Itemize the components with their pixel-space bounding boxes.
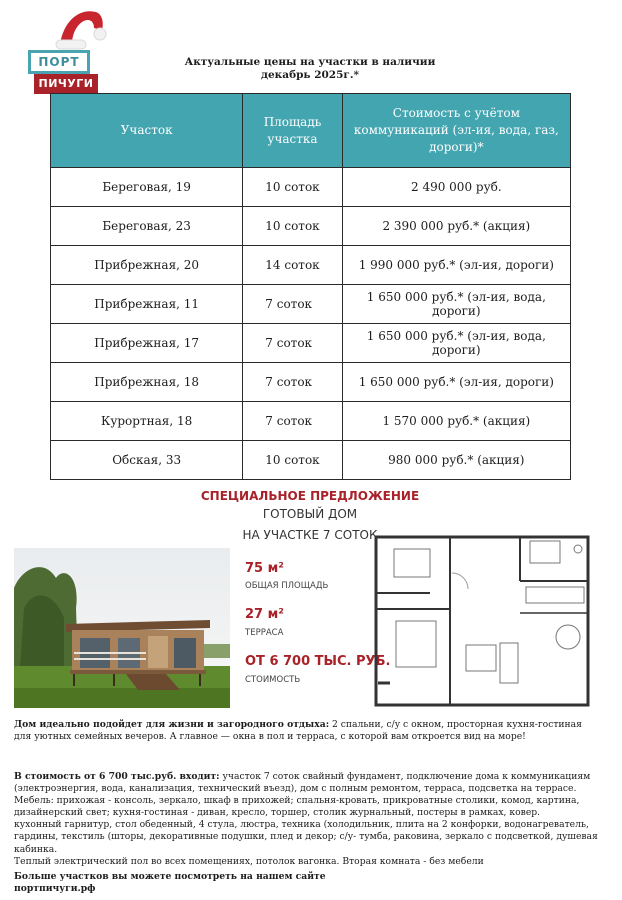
included-line: гардины, текстиль (шторы, декоративные подушки, плед и декор; с/у- тумба, раковина, зеркало с подсветкой, душевая кабинка. [14,831,598,855]
website-link[interactable]: портпичуги.рф [14,883,96,895]
included-line: Теплый электрический пол во всех помещениях, потолок вагонка. Вторая комната - без мебели [14,855,484,867]
included-paragraph [14,771,614,868]
description-line [14,719,614,731]
terrace-area-label: ТЕРРАСА [245,628,284,638]
header-price: Стоимость с учётом коммуникаций (эл-ия, вода, газ, дороги)* [342,94,570,168]
footer-text: Больше участков вы можете посмотреть на нашем сайте [14,871,326,882]
table-row [51,285,571,324]
santa-hat-icon [54,4,110,50]
price-cell: 2 490 000 руб. [342,168,570,207]
plot-cell: Прибрежная, 11 [51,285,243,324]
price-cell: 1 570 000 руб.* (акция) [342,402,570,441]
logo-pichugi-text: ПИЧУГИ [34,74,98,94]
title-line-1: Актуальные цены на участки в наличии [184,56,436,68]
description-line: для уютных семейных вечеров. А главное — окна в пол и терраса, с которой вам откроется вид на море! [14,731,526,743]
offer-plot-size: НА УЧАСТКЕ 7 СОТОК [242,528,378,542]
price-value: ОТ 6 700 ТЫС. РУБ. [245,654,391,669]
total-area-value: 75 м² [245,561,284,576]
area-cell: 7 соток [243,402,342,441]
plot-cell: Прибрежная, 20 [51,246,243,285]
description-lead: Дом идеально подойдет для жизни и загородного отдыха: [14,719,330,730]
included-line: дизайнерский свет; кухня-гостиная - диван, кресло, торшер, столик журнальный, постеры в рамках, ковер. [14,807,541,819]
plot-cell: Прибрежная, 17 [51,324,243,363]
title-line-2: декабрь 2025г.* [261,69,359,81]
table-row [51,441,571,480]
price-cell: 1 990 000 руб.* (эл-ия, дороги) [342,246,570,285]
table-row [51,402,571,441]
price-label: СТОИМОСТЬ [245,675,301,685]
area-cell: 10 соток [243,441,342,480]
plot-cell: Береговая, 23 [51,207,243,246]
header-plot: Участок [51,94,243,168]
page-title [170,56,450,82]
area-cell: 7 соток [243,363,342,402]
plot-cell: Курортная, 18 [51,402,243,441]
logo-port-text: ПОРТ [28,50,90,74]
table-row [51,207,571,246]
total-area-label: ОБЩАЯ ПЛОЩАДЬ [245,581,329,591]
area-cell: 10 соток [243,207,342,246]
area-cell: 7 соток [243,285,342,324]
price-cell: 1 650 000 руб.* (эл-ия, вода, дороги) [342,285,570,324]
footer [14,871,614,895]
table-row [51,168,571,207]
special-offer-title: СПЕЦИАЛЬНОЕ ПРЕДЛОЖЕНИЕ [200,489,420,503]
terrace-area-value: 27 м² [245,607,284,622]
area-cell: 10 соток [243,168,342,207]
plot-cell: Береговая, 19 [51,168,243,207]
table-row [51,363,571,402]
included-lead: В стоимость от 6 700 тыс.руб. входит: [14,771,220,782]
company-logo [28,4,118,94]
floor-plan-image [370,533,592,709]
price-cell: 1 650 000 руб.* (эл-ия, вода, дороги) [342,324,570,363]
area-cell: 14 соток [243,246,342,285]
plot-cell: Прибрежная, 18 [51,363,243,402]
table-row [51,324,571,363]
price-cell: 1 650 000 руб.* (эл-ия, дороги) [342,363,570,402]
offer-subtitle: ГОТОВЫЙ ДОМ [262,507,358,521]
included-text: участок 7 соток свайный фундамент, подключение дома к коммуникациям [219,771,591,782]
table-row [51,246,571,285]
included-line: (электроэнергия, вода, канализация, технический въезд), дом с полным ремонтом, терраса, подсветка на террасе. [14,783,577,795]
description-paragraph [14,719,614,743]
house-photo [14,548,230,708]
price-table [50,93,571,480]
included-line [14,771,614,783]
description-text: 2 спальни, с/у с окном, просторная кухня-гостиная [329,719,582,730]
area-cell: 7 соток [243,324,342,363]
plot-cell: Обская, 33 [51,441,243,480]
table-header-row [51,94,571,168]
header-area: Площадь участка [243,94,342,168]
price-cell: 2 390 000 руб.* (акция) [342,207,570,246]
price-cell: 980 000 руб.* (акция) [342,441,570,480]
included-line: Мебель: прихожая - консоль, зеркало, шкаф в прихожей; спальня-кровать, прикроватные столики, комод, картина, [14,795,580,807]
included-line: кухонный гарнитур, стол обеденный, 4 стула, люстра, техника (холодильник, плита на 2 конфорки, водонагреватель, [14,819,589,831]
